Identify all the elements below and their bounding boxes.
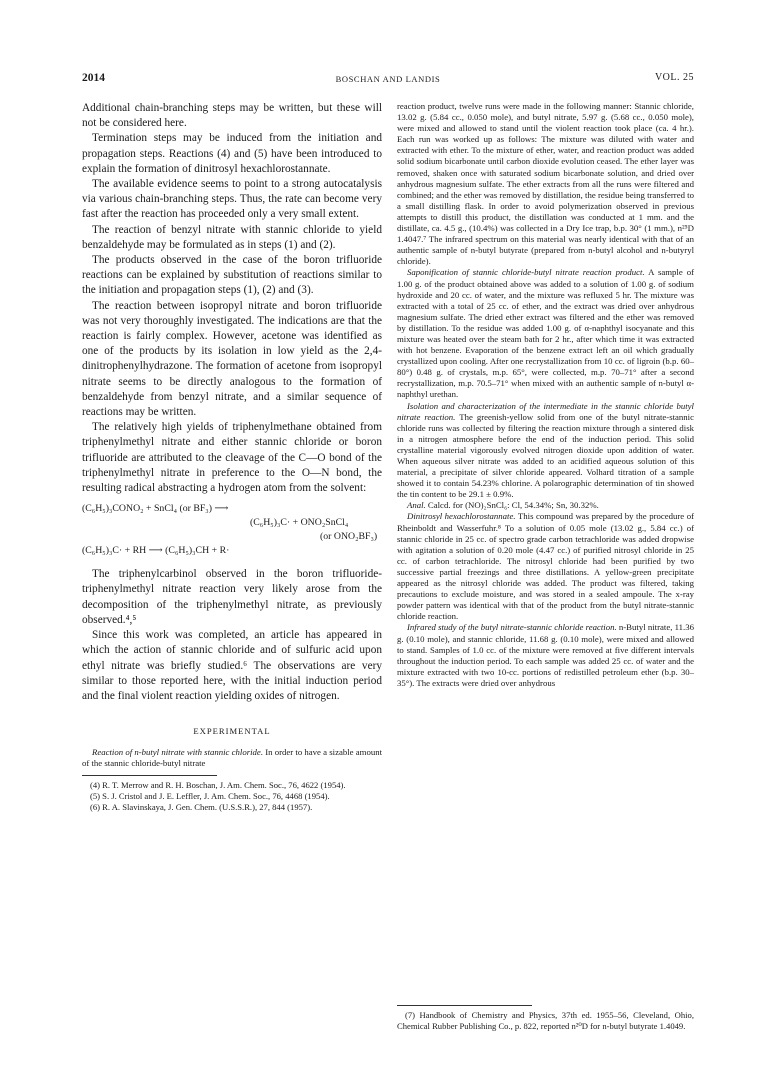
run-in-title: Infrared study of the butyl nitrate-stannic chloride reaction. [407,622,617,633]
paragraph-text: Calcd. for (NO)₂SnCl₆: Cl, 54.34%; Sn, 30.32%. [425,500,599,511]
footnote: (6) R. A. Slavinskaya, J. Gen. Chem. (U.S.S.R.), 27, 844 (1957). [90,801,313,812]
paragraph [397,401,694,501]
paragraph: reaction product, twelve runs were made in the following manner: Stannic chloride, 13.02 g. (5.84 cc., 0.050 mole), and butyl nitrate, 5.97 g. (5.68 cc., 0.050 mole), were mixed and allowed to stand until the violent reaction took place (ca. 4 hr.). Each run was worked up as follows: The mixture was diluted with water and extracted with ether. To the mixture of ether, water, and reaction product was added solid sodium bicarbonate until carbon dioxide evolution ceased. The ether layer was removed, shaken once with saturated sodium bicarbonate solution, and dried over anhydrous magnesium sulfate. The ether extracts from all the runs were filtered and combined; and the ether was removed by distillation, the residue being transferred to a small distilling flask. In order to avoid polymerization observed in previous attempts to distill this product, the distillation was conducted at 1 mm. and the distillate, ca. 4.5 g., (10.4%) was collected in a Dry Ice trap, b.p. 30° (1 mm.), n²⁵D 1.4047.⁷ The infrared spectrum on this material was nearly identical with that of an authentic sample of n-butyl butyrate (prepared from n-butyl alcohol and n-butyryl chloride). [397,101,694,267]
run-in-title: Dinitrosyl hexachlorostannate. [407,511,516,522]
run-in-title: Anal. [407,500,426,511]
right-footnote-block [397,1000,694,1032]
right-column [397,101,694,689]
footnote: (5) S. J. Cristol and J. E. Leffler, J. Am. Chem. Soc., 76, 4468 (1954). [90,790,330,801]
run-in-title: Saponification of stannic chloride-butyl nitrate reaction product. [407,267,645,278]
paragraph: The products observed in the case of the boron trifluoride reactions can be explained by substitution of reactions similar to the initiation and propagation steps (1), (2) and (3). [82,254,382,297]
experimental-paragraph [82,747,382,769]
paragraph [397,267,694,400]
footnote: (4) R. T. Merrow and R. H. Boschan, J. Am. Chem. Soc., 76, 4622 (1954). [90,779,346,790]
reaction-equations [82,502,382,558]
paragraph: The reaction of benzyl nitrate with stannic chloride to yield benzaldehyde may be formulated as in steps (1) and (2). [82,223,382,251]
run-in-title: Reaction of n-butyl nitrate with stannic chloride. [92,747,264,758]
run-in-title: Isolation and characterization of the intermediate in the stannic chloride butyl nitrate reaction. [397,400,694,422]
paragraph-text: A sample of 1.00 g. of the product obtained above was added to a solution of 1.00 g. of sodium hydroxide and 20 cc. of water, and the mixture was refluxed 5 hr. The mixture was extracted with a total of 25 cc. of ether, and the extract was dried over anhydrous magnesium sulfate. The dried ether extract was filtered and the ether was removed by distillation. To the residue was added 1.00 g. of α-naphthyl isocyanate and this mixture was heated over the steam bath for 2 hr., after which time it was extracted with hot benzene. Evaporation of the benzene extract left an oil which gradually crystallized upon cooling. After one recrystallization from 10 cc. of ligroin (b.p. 60–80°) 0.48 g. of crystals, m.p. 65°, were collected, m.p. 70–71° after a second recrystallization, m.p. 70.5–71° when mixed with an authentic sample of n-butyl α-naphthyl urethan. [397,267,694,400]
paragraph: Additional chain-branching steps may be written, but these will not be considered here. [82,102,382,130]
paragraph [397,511,694,622]
paragraph [397,622,694,689]
paragraph-text: In order to have a sizable amount of the stannic chloride-butyl nitrate [82,747,383,769]
paragraph-text: The greenish-yellow solid from one of the butyl nitrate-stannic chloride runs was collected by filtering the reaction mixture through a sintered disk in a nitrogen atmosphere before the end of the induction period. This solid crystalline material vigorously evolved nitrogen dioxide upon addition of water. When aqueous silver nitrate was added to an acidified aqueous solution of this material, a precipitate of silver chloride appeared. Volhard titration of a sample showed it to contain 54.23% chlorine. A polarographic determination of tin showed the tin content to be 29.1 ± 0.9%. [397,411,694,500]
equation-line: (C₆H₅)₃C· + ONO₂SnCl₄ [250,517,349,529]
equation-line: (C₆H₅)₃CONO₂ + SnCl₄ (or BF₃) ⟶ [82,503,229,515]
left-column [82,101,382,813]
paragraph: Termination steps may be induced from the initiation and propagation steps. Reactions (4) and (5) have been introduced to explain the formation of dinitrosyl hexachlorostannate. [82,132,382,175]
paragraph: The available evidence seems to point to a strong autocatalysis via various chain-branching steps. Thus, the rate can become very fast after the reaction has proceeded only a very small extent. [82,178,382,221]
equation-line: (C₆H₅)₃C· + RH ⟶ (C₆H₅)₃CH + R· [82,545,230,557]
paragraph: The triphenylcarbinol observed in the boron trifluoride-triphenylmethyl nitrate reaction very likely arose from the decomposition of the triphenylmethyl nitrate, as previously observed.⁴,⁵ [82,568,382,626]
footnote: (7) Handbook of Chemistry and Physics, 37th ed. 1955–56, Cleveland, Ohio, Chemical Rubber Publishing Co., p. 822, reported n²⁰D for n-butyl butyrate 1.4049. [397,1010,694,1031]
page-number: 2014 [82,72,105,84]
paragraph: The relatively high yields of triphenylmethane obtained from triphenylmethyl nitrate and either stannic chloride or boron trifluoride are attributed to the cleavage of the C—O bond of the triphenylmethyl nitrate in preference to the O—N bond, the resulting radical abstracting a hydrogen atom from the solvent: [82,421,382,495]
page-header [82,72,694,88]
paragraph: Since this work was completed, an article has appeared in which the action of stannic chloride and of sulfuric acid upon ethyl nitrate was briefly studied.⁶ The observations are very similar to those reported here, with the initial induction period and the final violent reaction yielding oxides of nitrogen. [82,629,382,702]
section-heading-experimental: EXPERIMENTAL [193,726,271,737]
running-head-authors: BOSCHAN AND LANDIS [335,74,441,84]
equation-line: (or ONO₂BF₃) [320,531,378,543]
paragraph [397,500,694,511]
paragraph: The reaction between isopropyl nitrate and boron trifluoride was not very thoroughly investigated. The indications are that the reaction is fairly complex. However, acetone was identified as one of the products by its isolation in low yield as the 2,4-dinitrophenylhydrazone. The formation of acetone from isopropyl nitrate seems to be directly analogous to the formation of benzaldehyde from benzyl nitrate, and a similar sequence of reactions may be written. [82,299,382,419]
volume-label: VOL. 25 [654,72,694,83]
footnote-rule [82,775,217,776]
paragraph-text: This compound was prepared by the procedure of Rheinboldt and Wasserfuhr.⁸ To a solution of 0.05 mole (13.02 g., 5.84 cc.) of stannic chloride in 25 cc. of spectro grade carbon tetrachloride was added dropwise with agitation a solution of 0.20 mole (4.47 cc.) of purified nitrosyl chloride in 25 cc. of carbon tetrachloride. The nitrosyl chloride had been purified by two successive partial freezings and three distillations. A yellow-green precipitate appeared as the nitrosyl chloride was added. The product was filtered, taking precautions to exclude moisture, and was stored in a sealed ampoule. The x-ray powder pattern was identical with that of the product from the butyl nitrate-stannic chloride reaction. [397,511,694,622]
paragraph-text: n-Butyl nitrate, 11.36 g. (0.10 mole), and stannic chloride, 11.68 g. (0.10 mole), were mixed and allowed to stand. Samples of 1.0 cc. of the mixture were removed at five different intervals throughout the induction period. To each sample was added 25 cc. of water and the mixture extracted with two 10-cc. portions of redistilled petroleum ether (b.p. 30–35°). The extracts were dried over anhydrous [397,622,694,688]
footnote-rule [397,1005,532,1006]
